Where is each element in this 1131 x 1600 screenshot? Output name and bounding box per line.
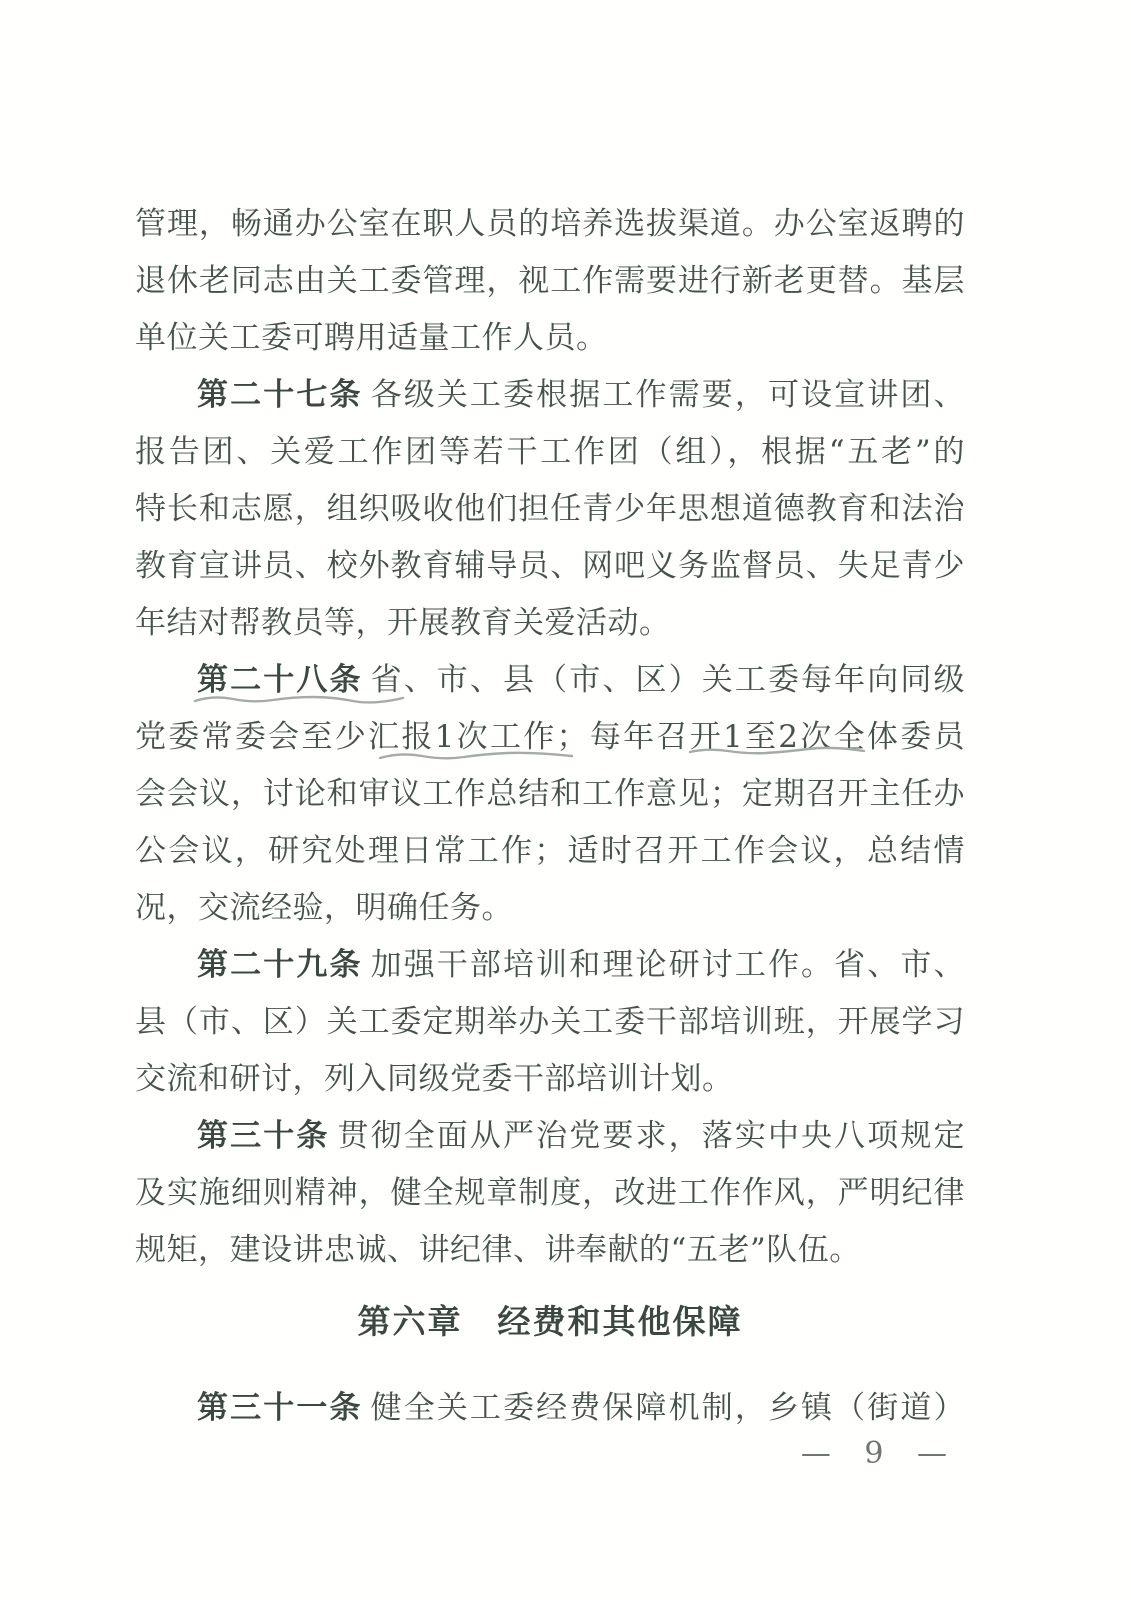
text-line (135, 481, 965, 538)
text-line (135, 880, 965, 937)
text-line-content: 各级关工委根据工作需要，可设宣讲团、 (370, 377, 966, 413)
text-line-content: 健全关工委经费保障机制，乡镇（街道） (370, 1390, 966, 1426)
text-line (135, 937, 965, 994)
text-line (135, 367, 965, 424)
text-line (135, 1051, 965, 1108)
text-line (135, 196, 965, 253)
text-line (135, 310, 965, 367)
text-line (135, 1165, 965, 1222)
text-line-content: 会会议，讨论和审议工作总结和工作意见；定期召开主任办 (135, 776, 965, 812)
text-line (135, 1380, 965, 1437)
text-line (135, 253, 965, 310)
text-line (135, 538, 965, 595)
text-line-content: 况，交流经验，明确任务。 (135, 890, 513, 926)
article-number-label: 第二十八条 (197, 662, 363, 698)
article-number-label: 第三十条 (197, 1118, 330, 1154)
article-number-label: 第三十一条 (197, 1390, 363, 1426)
text-line (135, 595, 965, 652)
text-line-content: 党委常委会至少汇报1次工作；每年召开1至2次全体委员 (135, 719, 965, 755)
text-line-content: 退休老同志由关工委管理，视工作需要进行新老更替。基层 (135, 263, 965, 299)
text-line (135, 994, 965, 1051)
chapter-heading-text: 第六章 经费和其他保障 (357, 1302, 743, 1341)
text-line-content: 县（市、区）关工委定期举办关工委干部培训班，开展学习 (135, 1004, 965, 1040)
text-line-content: 规矩，建设讲忠诚、讲纪律、讲奉献的“五老”队伍。 (135, 1232, 861, 1268)
text-line (135, 823, 965, 880)
article-number-label: 第二十七条 (197, 377, 363, 413)
text-line-content: 单位关工委可聘用适量工作人员。 (135, 320, 608, 356)
page-number: — 9 — (800, 1436, 951, 1471)
text-line-content: 公会议，研究处理日常工作；适时召开工作会议，总结情 (135, 833, 965, 869)
text-line-content: 加强干部培训和理论研讨工作。省、市、 (370, 947, 966, 983)
text-line-content: 及实施细则精神，健全规章制度，改进工作作风，严明纪律 (135, 1175, 965, 1211)
text-line (135, 424, 965, 481)
text-line (135, 766, 965, 823)
text-line-content: 管理，畅通办公室在职人员的培养选拔渠道。办公室返聘的 (135, 206, 965, 242)
text-line-content: 交流和研讨，列入同级党委干部培训计划。 (135, 1061, 734, 1097)
text-line-content: 贯彻全面从严治党要求，落实中央八项规定 (337, 1118, 966, 1154)
chapter-heading (135, 1293, 965, 1350)
text-line (135, 652, 965, 709)
text-line (135, 1108, 965, 1165)
text-line-content: 年结对帮教员等，开展教育关爱活动。 (135, 605, 671, 641)
text-line (135, 1222, 965, 1279)
text-line-content: 报告团、关爱工作团等若干工作团（组），根据“五老”的 (135, 434, 965, 470)
article-number-label: 第二十九条 (197, 947, 363, 983)
text-line-content: 特长和志愿，组织吸收他们担任青少年思想道德教育和法治 (135, 491, 965, 527)
text-line-content: 教育宣讲员、校外教育辅导员、网吧义务监督员、失足青少 (135, 548, 965, 584)
document-text-block (135, 196, 965, 1437)
text-line (135, 709, 965, 766)
text-line-content: 省、市、县（市、区）关工委每年向同级 (370, 662, 966, 698)
